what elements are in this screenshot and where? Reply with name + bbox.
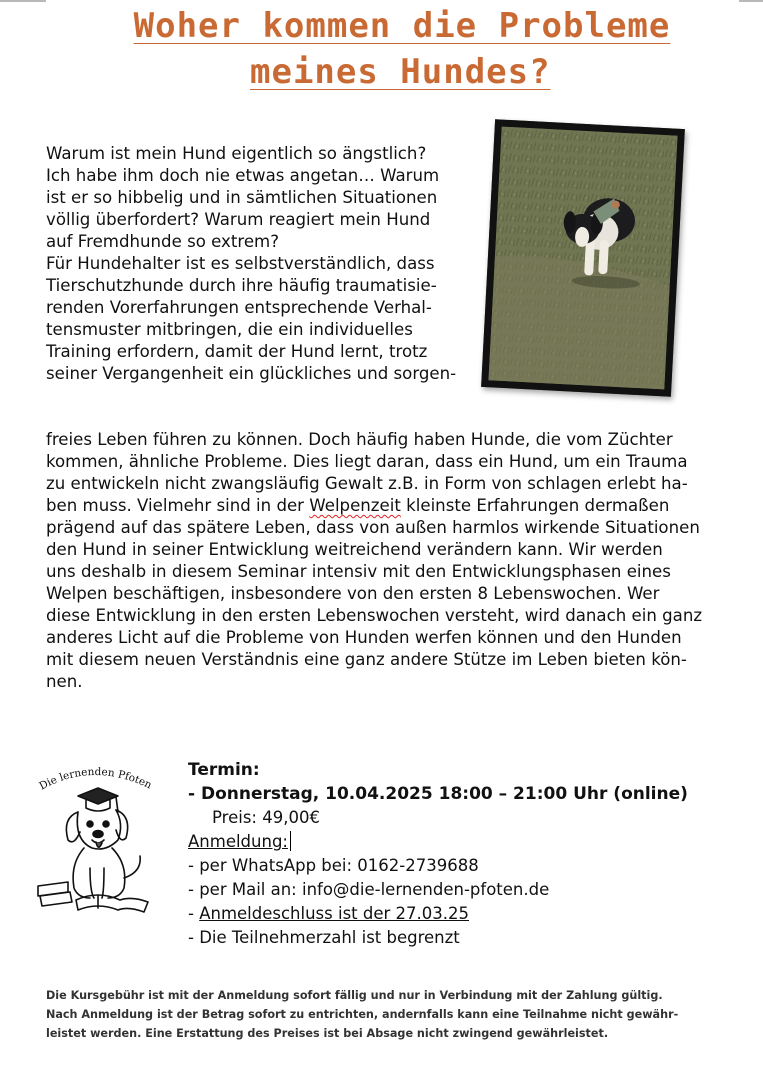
intro-line: Ich habe ihm doch nie etwas angetan… Warum: [46, 166, 440, 185]
title-text-1: Woher kommen die Probleme: [133, 6, 671, 46]
intro-line: Tierschutzhunde durch ihre häufig traumatisie-: [46, 276, 437, 295]
body-paragraph: [46, 429, 726, 693]
intro-line: Warum ist mein Hund eigentlich so ängstlich?: [46, 144, 427, 163]
body-line: anderes Licht auf die Probleme von Hunden werfen können und den Hunden: [46, 628, 682, 647]
event-price: Preis: 49,00€: [212, 808, 320, 827]
intro-line: ist er so hibbelig und in sämtlichen Situationen: [46, 188, 438, 207]
title-text-2: meines Hundes?: [250, 52, 551, 92]
registration-row: [188, 830, 688, 854]
deadline-prefix: -: [188, 904, 200, 923]
footer-line: leistet werden. Eine Erstattung des Preises ist bei Absage nicht zwingend gewährleistet.: [46, 1027, 609, 1040]
body-line: Welpen beschäftigen, insbesondere von den ersten 8 Lebenswochen. Wer: [46, 584, 660, 603]
page-corner-mark-left: [0, 0, 46, 2]
body-line: prägend auf das spätere Leben, dass von außen harmlos wirkende Situationen: [46, 518, 700, 537]
event-info: [188, 758, 688, 950]
logo-text: Die lernenden Pfoten: [37, 765, 154, 793]
footer-line: Nach Anmeldung ist der Betrag sofort zu entrichten, andernfalls kann eine Teilnahme nicht gewähr-: [46, 1008, 679, 1021]
page-corner-mark-right: [739, 0, 763, 2]
registration-mail: - per Mail an: info@die-lernenden-pfoten.de: [188, 880, 550, 899]
body-line: freies Leben führen zu können. Doch häufig haben Hunde, die vom Züchter: [46, 430, 673, 449]
text-cursor: [290, 831, 291, 851]
body-line: kommen, ähnliche Probleme. Dies liegt daran, dass ein Hund, um ein Trauma: [46, 452, 688, 471]
participant-limit: - Die Teilnehmerzahl ist begrenzt: [188, 928, 460, 947]
registration-deadline: Anmeldeschluss ist der 27.03.25: [199, 904, 470, 923]
page-title-line-2: [250, 50, 551, 94]
intro-paragraph: [46, 143, 476, 385]
dog-photo-icon: [488, 127, 677, 390]
intro-line: Training erfordern, damit der Hund lernt, trotz: [46, 342, 428, 361]
intro-line: Für Hundehalter ist es selbstverständlich, dass: [46, 254, 435, 273]
dog-photo: [481, 119, 685, 397]
body-line: diese Entwicklung in den ersten Lebenswochen versteht, wird danach ein ganz: [46, 606, 703, 625]
registration-label: Anmeldung:: [188, 832, 288, 851]
event-label: Termin:: [188, 760, 260, 780]
intro-line: tensmuster mitbringen, die ein individuelles: [46, 320, 413, 339]
body-line: mit diesem neuen Verständnis eine ganz andere Stütze im Leben bieten kön-: [46, 650, 687, 669]
intro-line: seiner Vergangenheit ein glückliches und sorgen-: [46, 364, 457, 383]
intro-line: auf Fremdhunde so extrem?: [46, 232, 280, 251]
page-title-line-1: [60, 4, 744, 48]
body-line: zu entwickeln nicht zwangsläufig Gewalt z.B. in Form von schlagen erlebt ha-: [46, 474, 688, 493]
footer-line: Die Kursgebühr ist mit der Anmeldung sofort fällig und nur in Verbindung mit der Zahlung gültig.: [46, 989, 663, 1002]
footer-terms: [46, 986, 726, 1043]
deadline-row: [188, 902, 688, 926]
body-line-start: ben muss. Vielmehr sind in der: [46, 496, 305, 515]
body-line: nen.: [46, 672, 83, 691]
puppy-graduate-icon: [32, 760, 162, 920]
event-date: - Donnerstag, 10.04.2025 18:00 – 21:00 Uhr (online): [188, 784, 688, 804]
body-line: uns deshalb in diesem Seminar intensiv mit den Entwicklungsphasen eines: [46, 562, 671, 581]
body-line-end: kleinste Erfahrungen dermaßen: [406, 496, 670, 515]
registration-whatsapp: - per WhatsApp bei: 0162-2739688: [188, 856, 479, 875]
intro-line: renden Vorerfahrungen entsprechende Verhal-: [46, 298, 432, 317]
logo: [32, 760, 162, 920]
spellcheck-word: Welpenzeit: [309, 496, 401, 515]
body-line: den Hund in seiner Entwicklung weitreichend verändern kann. Wir werden: [46, 540, 663, 559]
body-line-welpenzeit: [46, 495, 726, 517]
intro-line: völlig überfordert? Warum reagiert mein Hund: [46, 210, 431, 229]
